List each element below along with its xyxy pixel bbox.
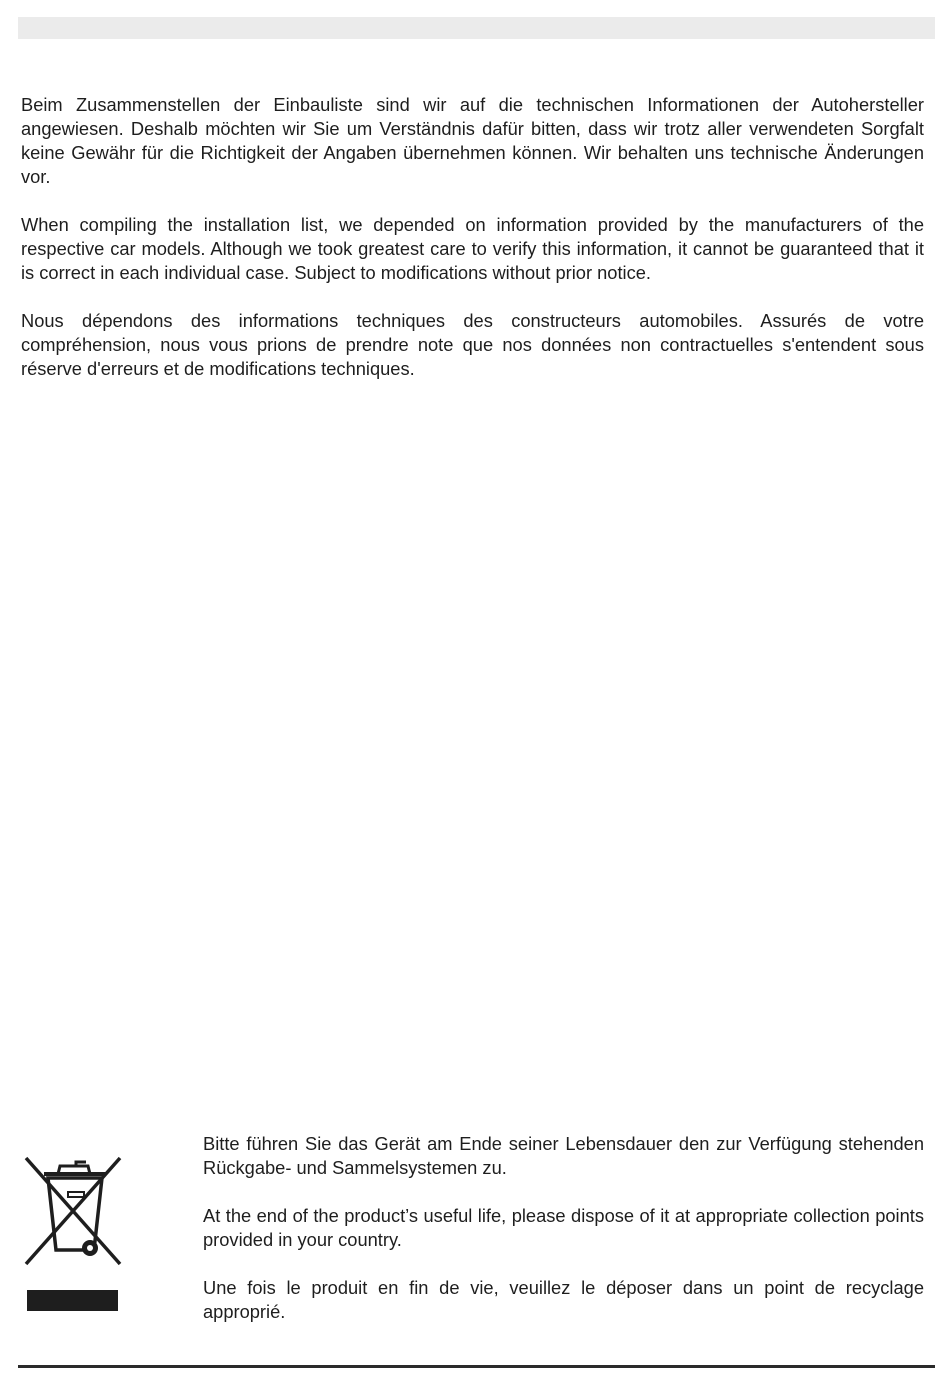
- disclaimer-section: [21, 93, 924, 405]
- disposal-french: Une fois le produit en fin de vie, veuillez le déposer dans un point de recyclage approprié.: [203, 1277, 924, 1322]
- footer-rule: [18, 1365, 935, 1368]
- disposal-section: [203, 1132, 924, 1348]
- disposal-german: Bitte führen Sie das Gerät am Ende seiner Lebensdauer den zur Verfügung stehenden Rückgabe- und Sammelsystemen zu.: [203, 1133, 924, 1178]
- disposal-english: At the end of the product’s useful life, please dispose of it at appropriate collection points provided in your country.: [203, 1205, 924, 1250]
- disclaimer-english: When compiling the installation list, we depended on information provided by the manufacturers of the respective car models. Although we took greatest care to verify this information, it cannot be guaranteed that it is correct in each individual case. Subject to modifications without prior notice.: [21, 214, 924, 283]
- weee-solid-bar: [27, 1290, 118, 1311]
- crossed-out-wheelie-bin-icon: [18, 1152, 128, 1272]
- disclaimer-french: Nous dépendons des informations techniques des constructeurs automobiles. Assurés de votre compréhension, nous vous prions de prendre note que nos données non contractuelles s'entendent sous réserve d'erreurs et de modifications techniques.: [21, 310, 924, 379]
- disclaimer-german: Beim Zusammenstellen der Einbauliste sind wir auf die technischen Informationen der Autohersteller angewiesen. Deshalb möchten wir Sie um Verständnis dafür bitten, dass wir trotz aller verwendeten Sorgfalt keine Gewähr für die Richtigkeit der Angaben übernehmen können. Wir behalten uns technische Änderungen vor.: [21, 94, 924, 187]
- header-band: [18, 17, 935, 39]
